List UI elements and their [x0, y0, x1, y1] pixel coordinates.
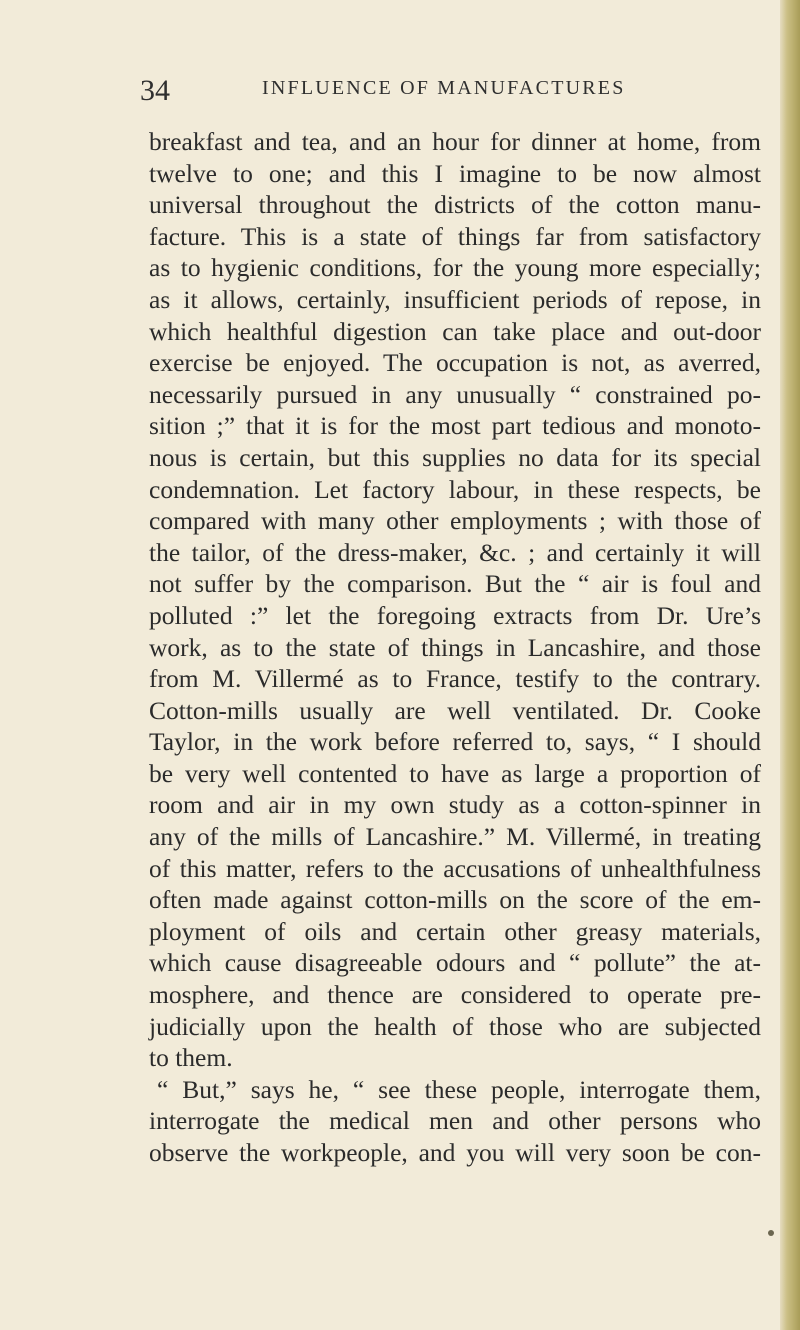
text-line: Taylor, in the work before referred to, says, “ I should [149, 727, 761, 757]
text-line: any of the mills of Lancashire.” M. Villermé, in treating [149, 822, 761, 852]
running-head: INFLUENCE OF MANUFACTURES [262, 77, 626, 99]
body-text [149, 126, 761, 1169]
text-line: universal throughout the districts of the cotton manu- [149, 190, 761, 220]
paragraph-start-line: “ But,” says he, “ see these people, interrogate them, [157, 1074, 761, 1104]
text-line: room and air in my own study as a cotton-spinner in [149, 790, 761, 820]
text-line: from M. Villermé as to France, testify to the contrary. [149, 664, 761, 694]
text-line: work, as to the state of things in Lancashire, and those [149, 632, 761, 662]
text-line: judicially upon the health of those who are subjected [149, 1011, 761, 1041]
page-header [140, 66, 660, 106]
text-line: facture. This is a state of things far from satisfactory [149, 221, 761, 251]
text-line: which cause disagreeable odours and “ pollute” the at- [149, 948, 761, 978]
text-line: exercise be enjoyed. The occupation is not, as averred, [149, 348, 761, 378]
adjacent-page-edge [780, 0, 800, 1330]
text-line: nous is certain, but this supplies no data for its special [149, 442, 761, 472]
text-line: mosphere, and thence are considered to operate pre- [149, 980, 761, 1010]
ink-spot [768, 1230, 774, 1236]
text-line: condemnation. Let factory labour, in these respects, be [149, 474, 761, 504]
text-line: breakfast and tea, and an hour for dinner at home, from [149, 127, 761, 156]
text-line: be very well contented to have as large a proportion of [149, 758, 761, 788]
text-line: Cotton-mills usually are well ventilated. Dr. Cooke [149, 695, 761, 725]
text-line: ployment of oils and certain other greasy materials, [149, 916, 761, 946]
text-line: which healthful digestion can take place and out-door [149, 316, 761, 346]
text-line: the tailor, of the dress-maker, &c. ; and certainly it will [149, 537, 761, 567]
text-line: necessarily pursued in any unusually “ constrained po- [149, 379, 761, 409]
text-line: not suffer by the comparison. But the “ air is foul and [149, 569, 761, 599]
text-line: as to hygienic conditions, for the young more especially; [149, 253, 761, 283]
text-line: of this matter, refers to the accusations of unhealthfulness [149, 853, 761, 883]
text-line: as it allows, certainly, insufficient periods of repose, in [149, 284, 761, 314]
text-line: compared with many other employments ; with those of [149, 506, 761, 536]
text-line: often made against cotton-mills on the score of the em- [149, 885, 761, 915]
text-line: interrogate the medical men and other persons who [149, 1106, 761, 1136]
text-line: observe the workpeople, and you will very soon be con- [149, 1138, 761, 1167]
text-line: sition ;” that it is for the most part tedious and monoto- [149, 411, 761, 441]
page-number: 34 [140, 74, 170, 107]
text-line: twelve to one; and this I imagine to be now almost [149, 158, 761, 188]
paragraph-end-line: to them. [149, 1043, 233, 1073]
text-line: polluted :” let the foregoing extracts from Dr. Ure’s [149, 600, 761, 630]
